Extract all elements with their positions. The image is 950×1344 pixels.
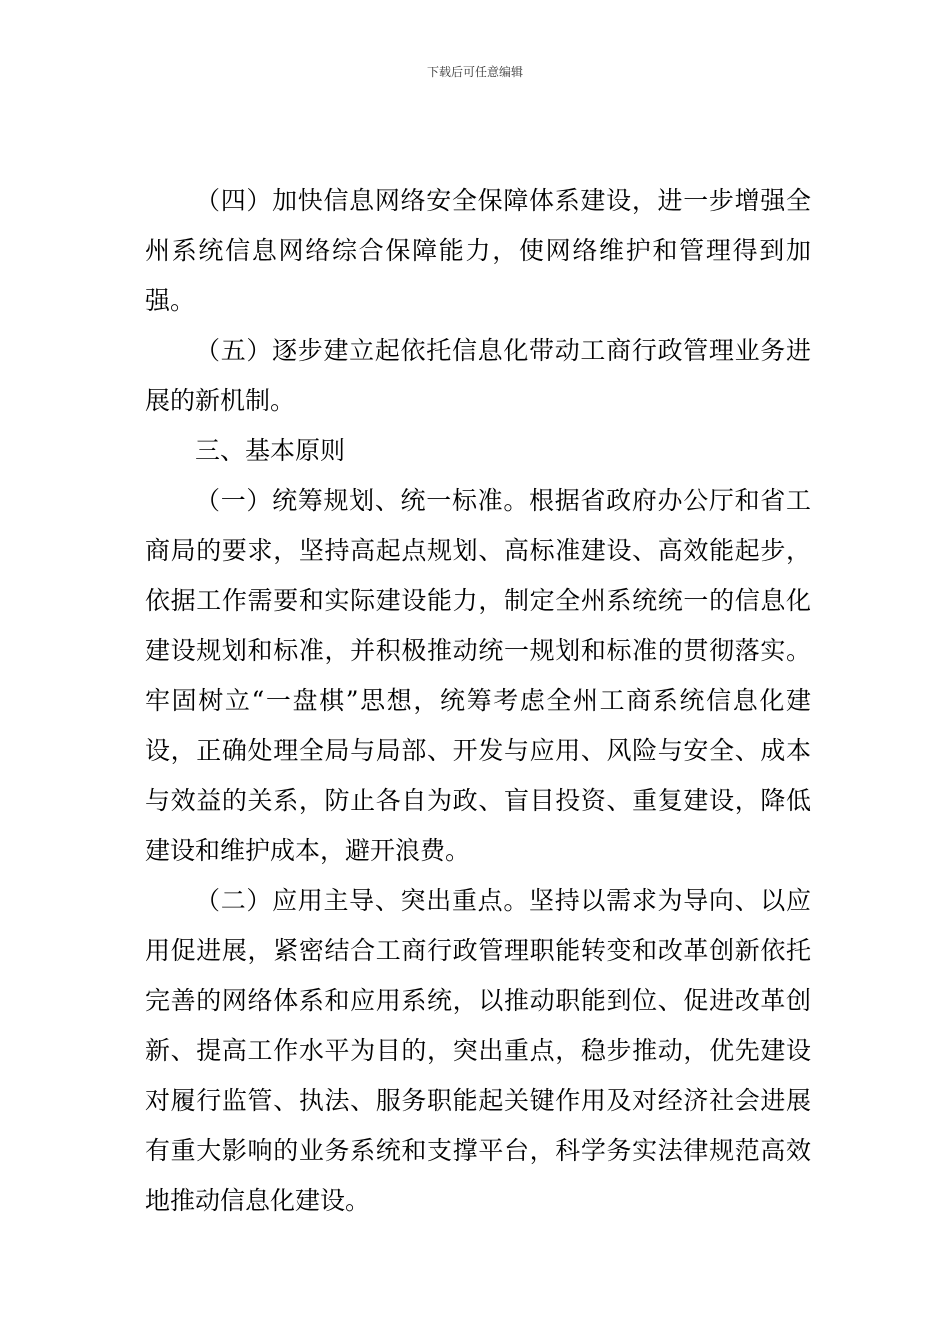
document-body	[145, 176, 811, 1226]
page-header: 下载后可任意编辑	[426, 65, 523, 79]
paragraph-principle-1: （一）统筹规划、统一标准。根据省政府办公厅和省工商局的要求，坚持高起点规划、高标准建设、高效能起步，依据工作需要和实际建设能力，制定全州系统统一的信息化建设规划和标准，并积极推动统一规划和标准的贯彻落实。牢固树立“一盘棋”思想，统筹考虑全州工商系统信息化建设，正确处理全局与局部、开发与应用、风险与安全、成本与效益的关系，防止各自为政、盲目投资、重复建设，降低建设和维护成本，避开浪费。	[145, 486, 811, 865]
paragraph-goal-4: （四）加快信息网络安全保障体系建设，进一步增强全州系统信息网络综合保障能力，使网络维护和管理得到加强。	[145, 186, 811, 315]
paragraph-goal-5: （五）逐步建立起依托信息化带动工商行政管理业务进展的新机制。	[145, 336, 811, 415]
section-heading-basic-principles: 三、基本原则	[195, 436, 346, 465]
paragraph-principle-2: （二）应用主导、突出重点。坚持以需求为导向、以应用促进展，紧密结合工商行政管理职能转变和改革创新依托完善的网络体系和应用系统，以推动职能到位、促进改革创新、提高工作水平为目的，突出重点，稳步推动，优先建设对履行监管、执法、服务职能起关键作用及对经济社会进展有重大影响的业务系统和支撑平台，科学务实法律规范高效地推动信息化建设。	[145, 886, 811, 1215]
